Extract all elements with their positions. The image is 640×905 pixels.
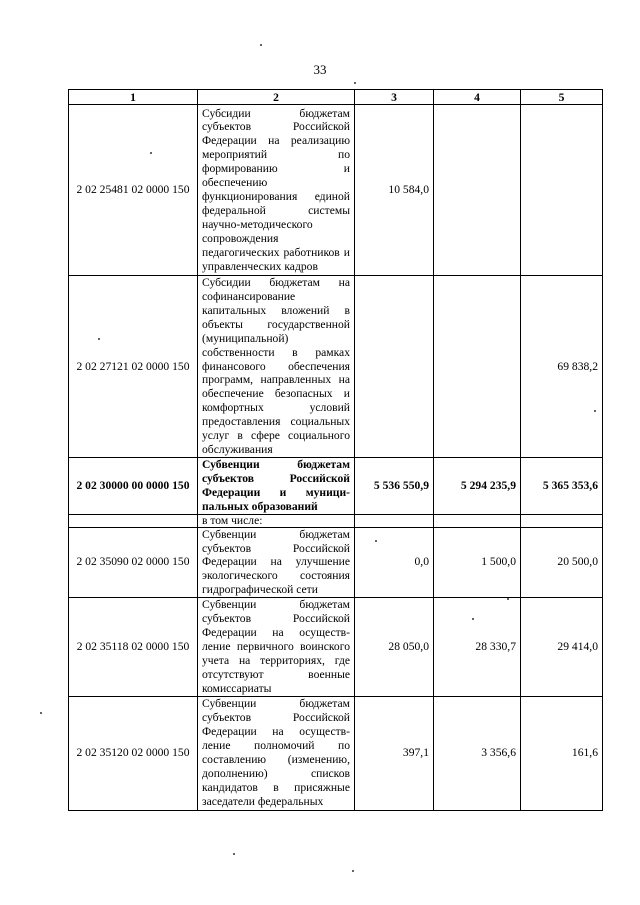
amount-col5-cell: 29 414,0: [521, 598, 603, 696]
table-row: [69, 276, 603, 458]
scan-speck: [507, 598, 509, 600]
amount-col4-cell: 5 294 235,9: [434, 458, 521, 515]
amount-col5-cell: [521, 105, 603, 276]
table-row: [69, 105, 603, 276]
amount-col5-cell: 69 838,2: [521, 276, 603, 458]
budget-code-cell: [69, 514, 198, 527]
scan-speck: [260, 44, 262, 46]
description-cell: Субсидии бюджетам субъектов Российской Федерации на реализацию мероприятий по формированию и обеспечению функционирования единой федеральной системы научно-методического сопровождения педагогических работников и управленческих кадров: [198, 105, 355, 276]
scan-speck: [594, 410, 596, 412]
description-cell: в том числе:: [198, 514, 355, 527]
description-cell: Субсидии бюджетам на софинансирование капитальных вложений в объекты государственной (муниципальной) собственности в рамках финансового обеспечения программ, направленных на обеспечение безопасных и комфортных условий предоставления социальных услуг в сфере социального обслуживания: [198, 276, 355, 458]
amount-col3-cell: 28 050,0: [355, 598, 434, 696]
scan-speck: [233, 853, 235, 855]
description-cell: Субвенции бюджетам субъектов Российской Федерации на осуществ-ление первичного воинского учета на территориях, где отсутствуют военные комиссариаты: [198, 598, 355, 696]
column-header-3: 3: [355, 90, 434, 105]
page-number: 33: [313, 62, 327, 77]
amount-col5-cell: 161,6: [521, 696, 603, 810]
column-header-5: 5: [521, 90, 603, 105]
scan-speck: [375, 540, 377, 542]
column-header-1: 1: [69, 90, 198, 105]
amount-col5-cell: 20 500,0: [521, 527, 603, 598]
budget-code-cell: 2 02 30000 00 0000 150: [69, 458, 198, 515]
description-cell: Субвенции бюджетам субъектов Российской Федерации и муници-пальных образований: [198, 458, 355, 515]
column-header-4: 4: [434, 90, 521, 105]
scan-speck: [352, 870, 354, 872]
table-row: [69, 527, 603, 598]
scan-speck: [98, 338, 100, 340]
amount-col3-cell: [355, 276, 434, 458]
amount-col4-cell: [434, 514, 521, 527]
amount-col3-cell: 397,1: [355, 696, 434, 810]
budget-code-cell: 2 02 35090 02 0000 150: [69, 527, 198, 598]
amount-col4-cell: [434, 105, 521, 276]
description-cell: Субвенции бюджетам субъектов Российской Федерации на осуществ-ление полномочий по составлению (изменению, дополнению) списков кандидатов в присяжные заседатели федеральных: [198, 696, 355, 810]
table-header-row: [69, 90, 603, 105]
budget-code-cell: 2 02 35118 02 0000 150: [69, 598, 198, 696]
budget-code-cell: 2 02 25481 02 0000 150: [69, 105, 198, 276]
budget-table: [68, 89, 603, 811]
column-header-2: 2: [198, 90, 355, 105]
table-row-total: [69, 458, 603, 515]
amount-col4-cell: 1 500,0: [434, 527, 521, 598]
table-row: [69, 696, 603, 810]
budget-code-cell: 2 02 27121 02 0000 150: [69, 276, 198, 458]
amount-col3-cell: [355, 514, 434, 527]
amount-col5-cell: 5 365 353,6: [521, 458, 603, 515]
description-cell: Субвенции бюджетам субъектов Российской Федерации на улучшение экологического состояния гидрографической сети: [198, 527, 355, 598]
amount-col4-cell: 3 356,6: [434, 696, 521, 810]
amount-col3-cell: 10 584,0: [355, 105, 434, 276]
amount-col3-cell: 5 536 550,9: [355, 458, 434, 515]
table-row: [69, 598, 603, 696]
scan-speck: [40, 712, 42, 714]
amount-col4-cell: [434, 276, 521, 458]
budget-code-cell: 2 02 35120 02 0000 150: [69, 696, 198, 810]
scan-speck: [150, 152, 152, 154]
scan-speck: [472, 618, 474, 620]
scan-speck: [354, 82, 356, 84]
amount-col3-cell: 0,0: [355, 527, 434, 598]
table-row: [69, 514, 603, 527]
amount-col4-cell: 28 330,7: [434, 598, 521, 696]
amount-col5-cell: [521, 514, 603, 527]
